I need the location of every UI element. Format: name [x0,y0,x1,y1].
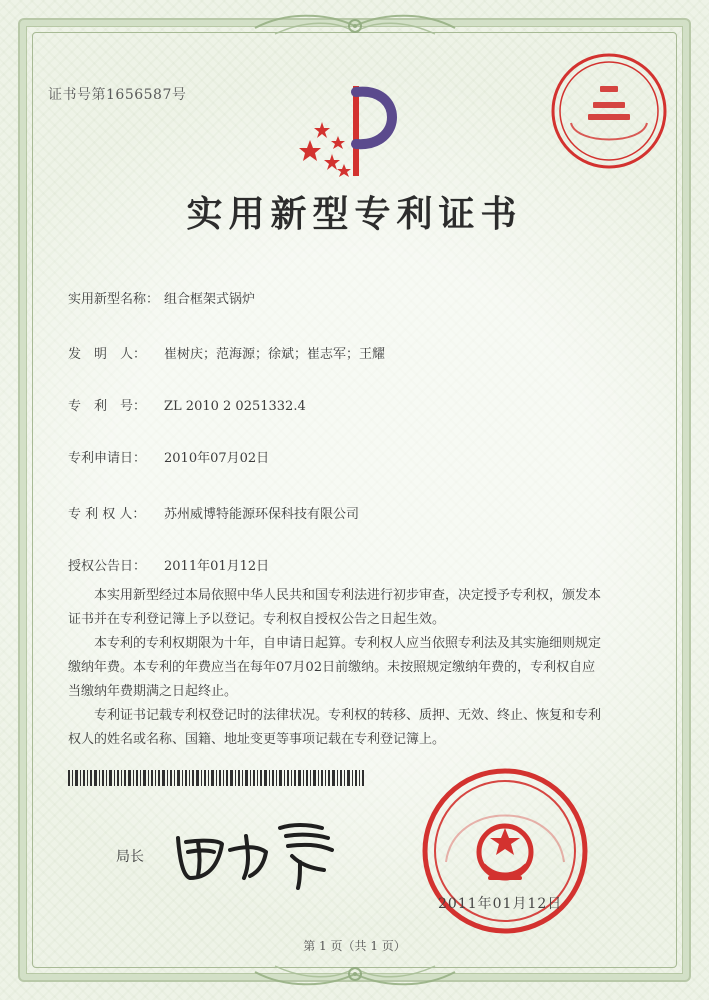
body-paragraph: 本专利的专利权期限为十年，自申请日起算。专利权人应当依照专利法及其实施细则规定缴纳年费。本专利的年费应当在每年07月02日前缴纳。未按照规定缴纳年费的，专利权自应当缴纳年费期满之日起终止。 [68,636,602,699]
border-ornament-top-icon [245,6,465,46]
certificate-body [68,584,608,752]
barcode-icon [68,770,365,786]
field-label: 发 明 人： [68,347,147,362]
director-label: 局长 [116,849,144,865]
field-patent-number [68,395,306,419]
field-patentee [68,503,359,527]
field-label: 专 利 权 人： [68,507,146,522]
field-inventors [68,343,385,367]
field-value: 2010年07月02日 [164,451,270,466]
field-label: 专利申请日： [68,451,147,466]
page-footer: 第 1 页（共 1 页） [303,939,406,953]
certificate-title: 实用新型专利证书 [186,193,523,235]
field-label: 专 利 号： [68,399,147,414]
field-value: 组合框架式锅炉 [164,292,256,307]
field-value: 2011年01月12日 [164,559,270,574]
field-value: ZL 2010 2 0251332.4 [164,399,306,414]
field-value: 崔树庆；范海源；徐斌；崔志军；王耀 [164,347,386,362]
director-signature-icon [168,806,344,894]
field-label: 授权公告日： [68,559,147,574]
body-paragraph: 专利证书记载专利权登记时的法律状况。专利权的转移、质押、无效、终止、恢复和专利权人的姓名或名称、国籍、地址变更等事项记载在专利登记簿上。 [68,708,602,747]
field-utility-model-name [68,288,255,312]
border-ornament-bottom-icon [245,954,465,994]
body-paragraph: 本实用新型经过本局依照中华人民共和国专利法进行初步审查，决定授予专利权，颁发本证书并在专利登记簿上予以登记。专利权自授权公告之日起生效。 [68,588,602,627]
field-label: 实用新型名称： [68,292,160,307]
seal-date: 2011年01月12日 [438,896,563,912]
patent-office-emblem-icon [292,76,412,186]
field-grant-announcement-date [68,555,269,579]
field-application-date [68,447,269,471]
certificate-number: 证书号第1656587号 [48,87,187,103]
field-value: 苏州威博特能源环保科技有限公司 [164,507,360,522]
agency-seal-icon [548,50,670,172]
